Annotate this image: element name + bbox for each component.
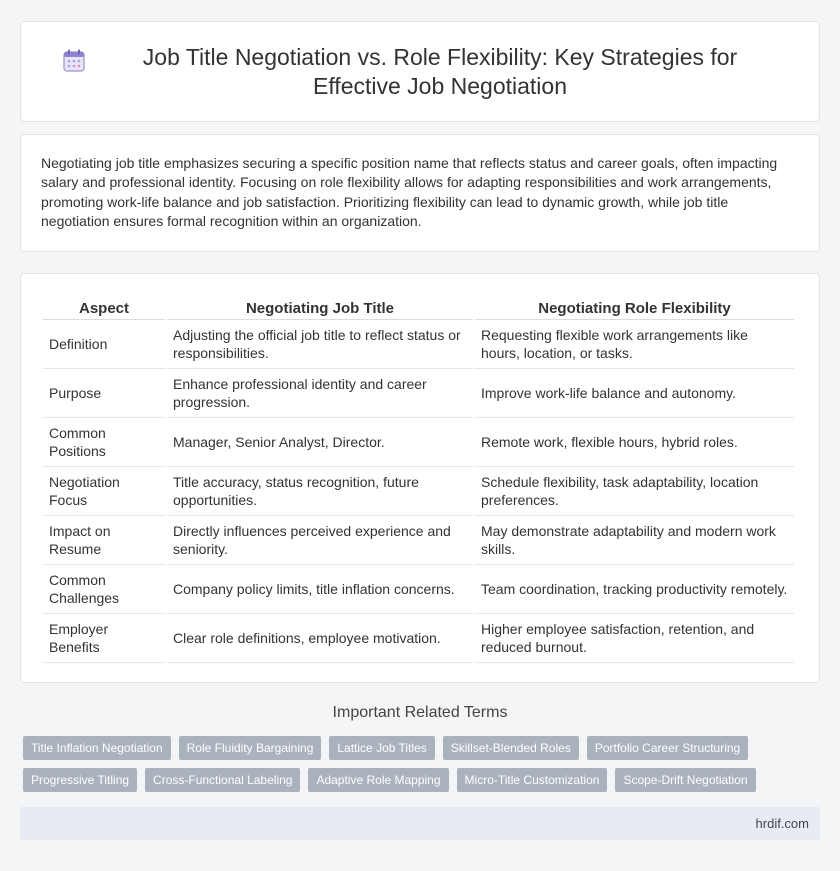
table-row [43,418,794,467]
cell-job-title: Directly influences perceived experience and seniority. [167,516,473,565]
page-title: Job Title Negotiation vs. Role Flexibility: Key Strategies for Effective Job Negotiation [142,43,738,99]
table-row [43,467,794,516]
cell-role-flexibility: May demonstrate adaptability and modern work skills. [475,516,794,565]
header-job-title: Negotiating Job Title [167,294,473,320]
table-row [43,565,794,614]
cell-aspect: Impact on Resume [43,516,165,565]
tag[interactable]: Portfolio Career Structuring [587,736,748,760]
tag[interactable]: Role Fluidity Bargaining [179,736,322,760]
tag[interactable]: Progressive Titling [23,768,137,792]
cell-role-flexibility: Remote work, flexible hours, hybrid roles. [475,418,794,467]
cell-aspect: Negotiation Focus [43,467,165,516]
cell-job-title: Company policy limits, title inflation concerns. [167,565,473,614]
cell-role-flexibility: Schedule flexibility, task adaptability, location preferences. [475,467,794,516]
cell-job-title: Title accuracy, status recognition, future opportunities. [167,467,473,516]
cell-aspect: Employer Benefits [43,614,165,663]
cell-role-flexibility: Higher employee satisfaction, retention, and reduced burnout. [475,614,794,663]
header-aspect: Aspect [43,294,165,320]
cell-job-title: Enhance professional identity and career progression. [167,369,473,418]
title-wrap [60,43,780,101]
summary-card [20,134,820,252]
table-row [43,369,794,418]
comparison-table [41,294,796,663]
footer-site-link[interactable]: hrdif.com [755,816,809,831]
tag[interactable]: Title Inflation Negotiation [23,736,171,760]
footer [20,807,820,840]
cell-aspect: Common Positions [43,418,165,467]
related-terms-heading: Important Related Terms [332,704,508,721]
tag-row-2 [23,768,823,792]
tag[interactable]: Micro-Title Customization [457,768,608,792]
table-row [43,614,794,663]
tag[interactable]: Cross-Functional Labeling [145,768,300,792]
tag[interactable]: Lattice Job Titles [329,736,434,760]
tag-row-1 [23,736,823,760]
cell-aspect: Purpose [43,369,165,418]
table-row [43,320,794,369]
tag[interactable]: Skillset-Blended Roles [443,736,579,760]
cell-role-flexibility: Team coordination, tracking productivity remotely. [475,565,794,614]
cell-aspect: Definition [43,320,165,369]
cell-aspect: Common Challenges [43,565,165,614]
cell-job-title: Manager, Senior Analyst, Director. [167,418,473,467]
tag[interactable]: Adaptive Role Mapping [308,768,448,792]
cell-role-flexibility: Requesting flexible work arrangements like hours, location, or tasks. [475,320,794,369]
cell-job-title: Adjusting the official job title to reflect status or responsibilities. [167,320,473,369]
table-row [43,516,794,565]
calendar-icon [60,47,88,75]
table-header-row [43,294,794,320]
summary-text: Negotiating job title emphasizes securing a specific position name that reflects status and career goals, often impacting salary and professional identity. Focusing on role flexibility allows for adapting responsibilities and work arrangements, promoting work-life balance and job satisfaction. Prioritizing flexibility can lead to dynamic growth, while job title negotiation ensures formal recognition within an organization. [41,155,778,229]
comparison-table-card [20,273,820,683]
header-role-flexibility: Negotiating Role Flexibility [475,294,794,320]
header-card [20,21,820,122]
related-terms-tags [23,736,823,800]
tag[interactable]: Scope-Drift Negotiation [615,768,755,792]
cell-job-title: Clear role definitions, employee motivation. [167,614,473,663]
cell-role-flexibility: Improve work-life balance and autonomy. [475,369,794,418]
